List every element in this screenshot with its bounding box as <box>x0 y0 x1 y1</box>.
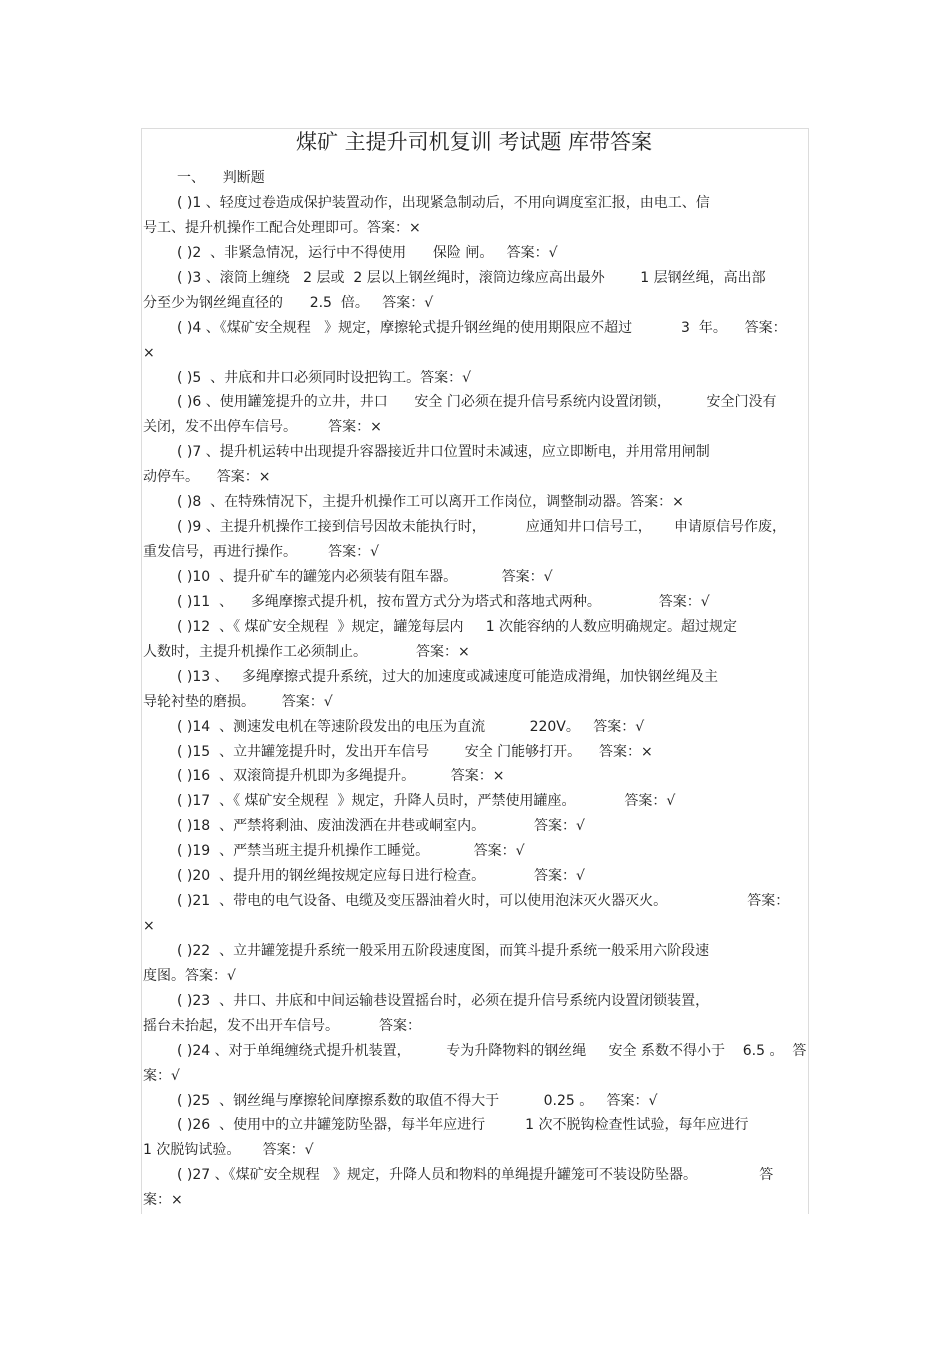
question-line: ( )13 、 多绳摩擦式提升系统，过大的加速度或减速度可能造成滑绳，加快钢丝绳及主 <box>177 668 718 685</box>
question-line: ( )15 、立井罐笼提升时，发出开车信号 安全 门能够打开。 答案：× <box>177 743 653 760</box>
question-line: ( )8 、在特殊情况下，主提升机操作工可以离开工作岗位，调整制动器。答案：× <box>177 494 684 511</box>
question-line: ( )21 、带电的电气设备、电缆及变压器油着火时，可以使用泡沫灭火器灭火。 答案： <box>177 893 790 909</box>
question-line: ( )19 、严禁当班主提升机操作工睡觉。 答案：√ <box>177 843 525 860</box>
question-line: ( )3 、滚筒上缠绕 2 层或 2 层以上钢丝绳时，滚筒边缘应高出最外 1 层钢丝绳，高出部 <box>177 269 766 286</box>
question-line: ( )6 、使用罐笼提升的立井，井口 安全 门必须在提升信号系统内设置闭锁， 安全门没有 <box>177 394 777 411</box>
question-line: 重发信号，再进行操作。 答案：√ <box>143 544 380 560</box>
document-title: 煤矿 主提升司机复训 考试题 库带答案 <box>295 130 653 154</box>
question-line: ( )27 、《煤矿安全规程 》规定，升降人员和物料的单绳提升罐笼可不装设防坠器。 答 <box>177 1167 774 1184</box>
question-line: 度图。答案：√ <box>143 967 236 984</box>
question-line: 摇台未抬起，发不出开车信号。 答案： <box>143 1017 422 1034</box>
question-line: ( )20 、提升用的钢丝绳按规定应每日进行检查。 答案：√ <box>177 868 585 885</box>
question-line: ( )16 、双滚筒提升机即为多绳提升。 答案：× <box>177 768 505 785</box>
question-line: ( )25 、钢丝绳与摩擦轮间摩擦系数的取值不得大于 0.25 。 答案：√ <box>177 1092 658 1109</box>
question-line: ( )9 、主提升机操作工接到信号因故未能执行时， 应通知井口信号工， 申请原信号作废， <box>177 519 787 536</box>
question-line: ( )14 、测速发电机在等速阶段发出的电压为直流 220V。 答案：√ <box>177 718 645 735</box>
question-line: ( )12 、《 煤矿安全规程 》规定，罐笼每层内 1 次能容纳的人数应明确规定。超过规定 <box>177 618 738 635</box>
question-line: 号工、提升机操作工配合处理即可。答案：× <box>143 219 421 236</box>
question-line: ( )22 、立井罐笼提升系统一般采用五阶段速度图，而箕斗提升系统一般采用六阶段速 <box>177 942 710 959</box>
question-line: ( )23 、井口、井底和中间运输巷设置摇台时，必须在提升信号系统内设置闭锁装置， <box>177 992 710 1009</box>
question-line: ( )7 、提升机运转中出现提升容器接近井口位置时未减速，应立即断电，并用常用闸制 <box>177 444 710 461</box>
question-line: × <box>143 344 155 361</box>
question-line: 1 次脱钩试验。 答案：√ <box>143 1142 314 1159</box>
question-line: ( )10 、提升矿车的罐笼内必须装有阻车器。 答案：√ <box>177 569 553 585</box>
question-line: × <box>143 918 155 934</box>
question-line: ( )17 、《 煤矿安全规程 》规定，升降人员时，严禁使用罐座。 答案：√ <box>177 793 676 810</box>
question-line: 案：× <box>143 1192 183 1209</box>
question-line: ( )4 、《煤矿安全规程 》规定，摩擦轮式提升钢丝绳的使用期限应不超过 3 年。 答案： <box>177 319 787 336</box>
question-line: ( )2 、非紧急情况，运行中不得使用 保险 闸。 答案：√ <box>177 244 558 261</box>
question-line: ( )1 、轻度过卷造成保护装置动作，出现紧急制动后，不用向调度室汇报，由电工、信 <box>177 195 710 211</box>
question-line: ( )26 、使用中的立井罐笼防坠器，每半年应进行 1 次不脱钩检查性试验，每年应进行 <box>177 1117 749 1134</box>
question-line: 分至少为钢丝绳直径的 2.5 倍。 答案：√ <box>143 294 434 311</box>
question-line: ( )11 、 多绳摩擦式提升机，按布置方式分为塔式和落地式两种。 答案：√ <box>177 593 710 610</box>
question-line: ( )5 、井底和井口必须同时设把钩工。答案：√ <box>177 369 472 386</box>
question-line: 导轮衬垫的磨损。 答案：√ <box>143 693 333 710</box>
question-line: 案：√ <box>143 1067 180 1084</box>
question-line: ( )18 、严禁将剩油、废油泼洒在井巷或峒室内。 答案：√ <box>177 818 585 835</box>
question-line: 关闭，发不出停车信号。 答案：× <box>143 419 382 436</box>
question-line: 人数时，主提升机操作工必须制止。 答案：× <box>143 643 470 660</box>
section-heading: 一、 判断题 <box>177 170 265 186</box>
question-line: ( )24 、对于单绳缠绕式提升机装置， 专为升降物料的钢丝绳 安全 系数不得小于 6.5 。 答 <box>177 1042 807 1059</box>
question-line: 动停车。 答案：× <box>143 469 271 486</box>
